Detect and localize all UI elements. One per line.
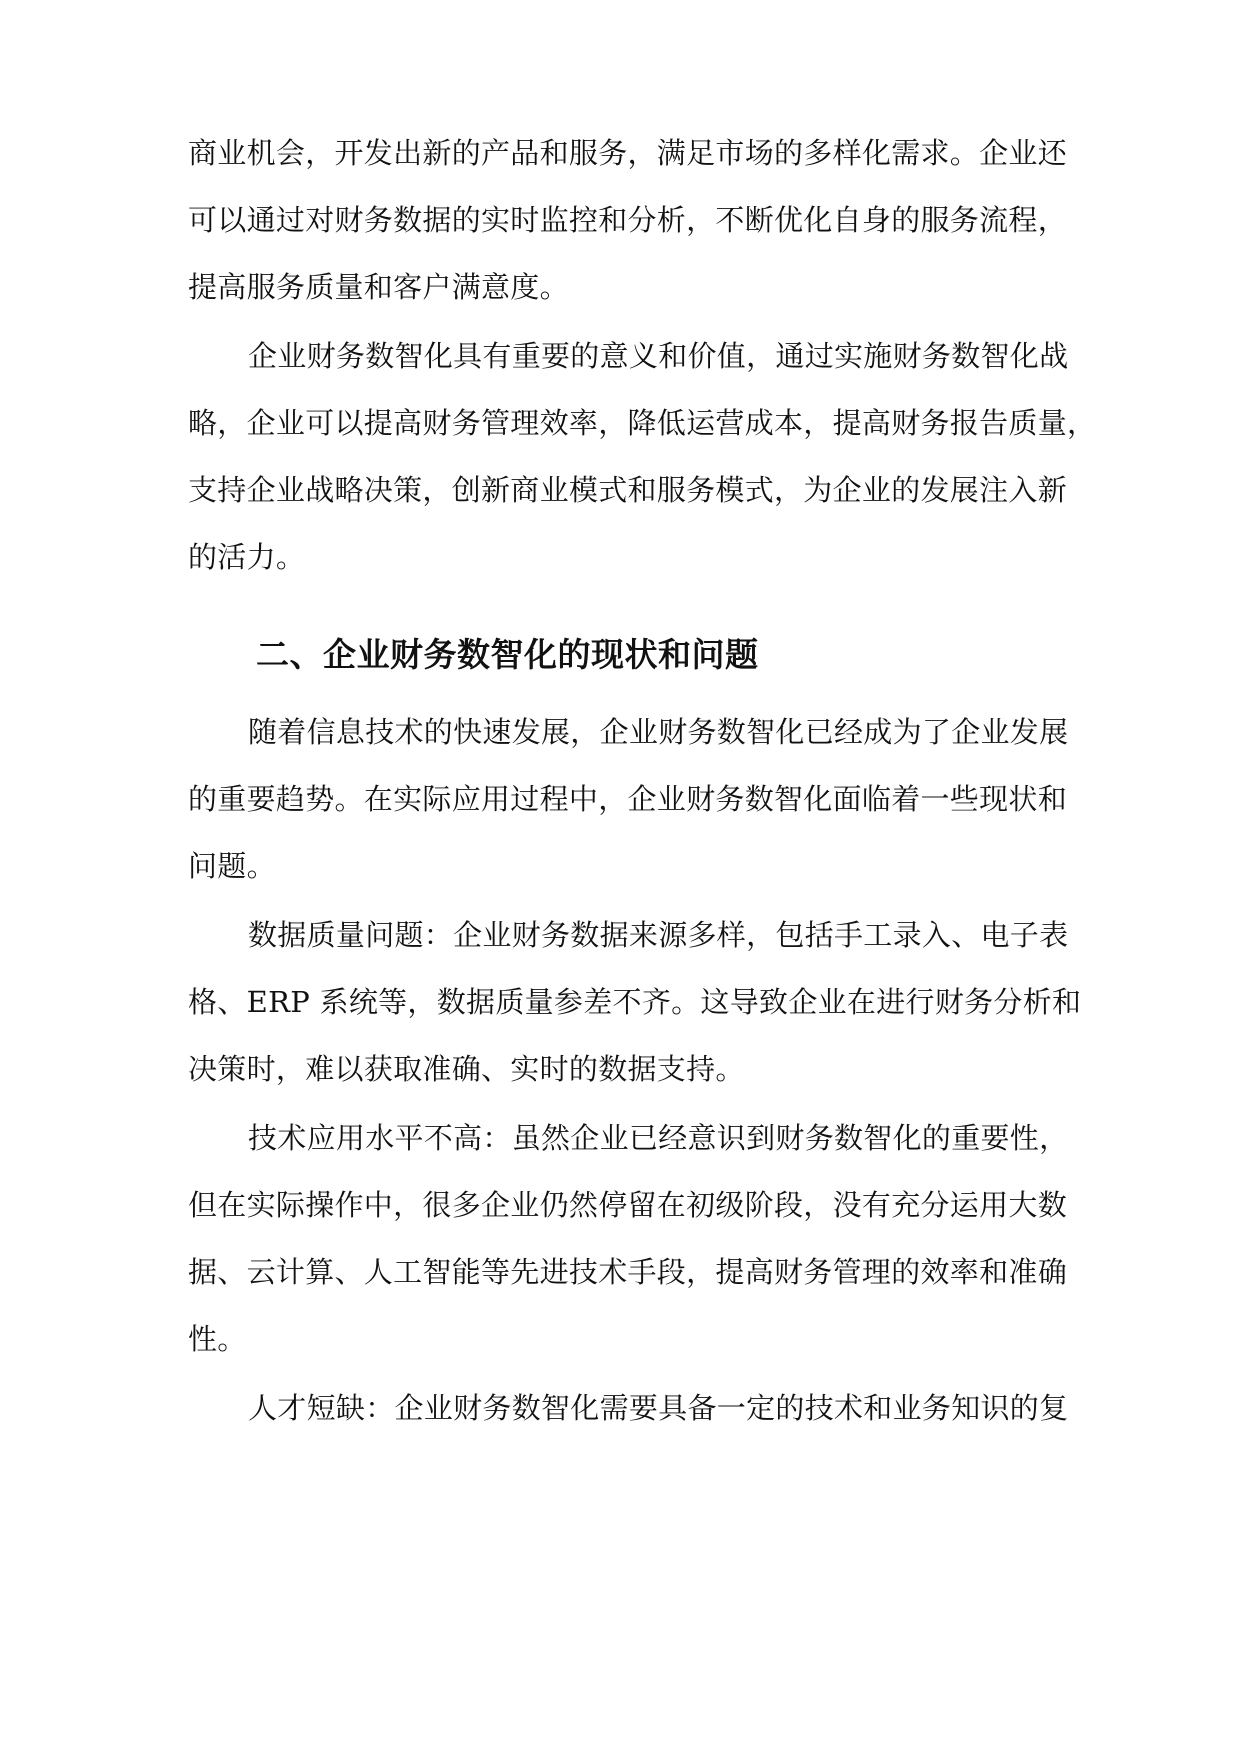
paragraph-line: 的重要趋势。在实际应用过程中，企业财务数智化面临着一些现状和 <box>188 782 1068 816</box>
paragraph-line: 性。 <box>188 1322 247 1356</box>
section-heading: 二、企业财务数智化的现状和问题 <box>256 635 759 674</box>
paragraph-line: 据、云计算、人工智能等先进技术手段，提高财务管理的效率和准确 <box>188 1255 1068 1289</box>
paragraph-line: 的活力。 <box>188 540 306 574</box>
paragraph-line: 略，企业可以提高财务管理效率，降低运营成本，提高财务报告质量， <box>188 406 1097 440</box>
paragraph-line: 商业机会，开发出新的产品和服务，满足市场的多样化需求。企业还 <box>188 136 1068 170</box>
paragraph-line: 数据质量问题：企业财务数据来源多样，包括手工录入、电子表 <box>248 918 1069 952</box>
paragraph-line: 决策时，难以获取准确、实时的数据支持。 <box>188 1052 745 1086</box>
paragraph-line: 问题。 <box>188 849 276 883</box>
paragraph-line: 企业财务数智化具有重要的意义和价值，通过实施财务数智化战 <box>248 339 1069 373</box>
paragraph-line: 随着信息技术的快速发展，企业财务数智化已经成为了企业发展 <box>248 715 1069 749</box>
paragraph-line: 支持企业战略决策，创新商业模式和服务模式，为企业的发展注入新 <box>188 473 1068 507</box>
paragraph-line: 技术应用水平不高：虽然企业已经意识到财务数智化的重要性， <box>248 1121 1069 1155</box>
paragraph-line: 提高服务质量和客户满意度。 <box>188 270 569 304</box>
paragraph-line: 但在实际操作中，很多企业仍然停留在初级阶段，没有充分运用大数 <box>188 1188 1068 1222</box>
paragraph-line: 格、ERP 系统等，数据质量参差不齐。这导致企业在进行财务分析和 <box>188 985 1082 1019</box>
paragraph-line: 可以通过对财务数据的实时监控和分析，不断优化自身的服务流程， <box>188 203 1068 237</box>
paragraph-line: 人才短缺：企业财务数智化需要具备一定的技术和业务知识的复 <box>248 1391 1069 1425</box>
